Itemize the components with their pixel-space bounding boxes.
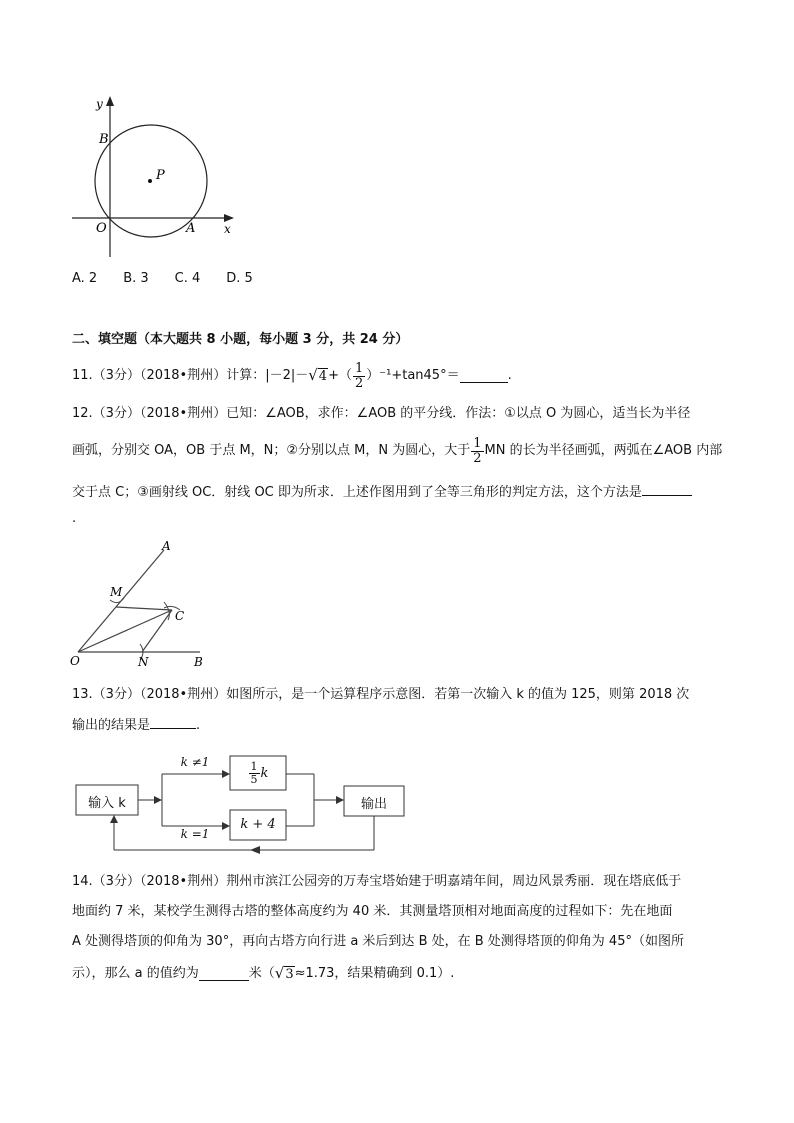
circle-axes-figure (60, 92, 250, 262)
q14-line4-c: ≈1.73，结果精确到 0.1）. (294, 966, 455, 981)
cond-bottom: k =1 (180, 827, 210, 841)
top-box-den: 5 (250, 772, 258, 786)
q14-line4-b: 米（ (248, 966, 275, 981)
q13-line1: 13.（3分）（2018•荆州）如图所示，是一个运算程序示意图．若第一次输入 k 的值为 125，则第 2018 次 (72, 687, 690, 702)
input-label: 输入 k (88, 796, 126, 811)
q14-line4 (72, 963, 454, 985)
q14-radicand: 3 (285, 967, 294, 982)
q13-end: . (196, 718, 201, 733)
q13-line2 (72, 716, 200, 735)
q11-fraction (353, 362, 365, 391)
q11-sqrt: √4 (308, 366, 328, 384)
q11-end: . (507, 368, 512, 383)
q12-line2-a: 画弧，分别交 OA，OB 于点 M，N；②分别以点 M，N 为圆心，大于 (72, 443, 471, 458)
ray-oc (78, 610, 172, 652)
q12-fraction (471, 437, 483, 466)
label-y: y (96, 97, 103, 111)
label-p: P (156, 168, 165, 183)
q14-line3: A 处测得塔顶的仰角为 30°，再向古塔方向行进 a 米后到达 B 处，在 B 处测得塔顶的仰角为 45°（如图所 (72, 934, 684, 949)
q12-frac-den: 2 (473, 450, 482, 466)
label-m: M (110, 585, 123, 599)
q14-line4-a: 示），那么 a 的值约为 (72, 966, 199, 981)
q13-answer-blank[interactable] (150, 716, 196, 729)
top-box-fraction (249, 761, 260, 786)
top-box-var: k (260, 765, 269, 781)
label-b: B (99, 132, 109, 147)
q14-line1: 14.（3分）（2018•荆州）荆州市滨江公园旁的万寿宝塔始建于明嘉靖年间，周边风景秀丽．现在塔底低于 (72, 874, 682, 889)
label-a: A (186, 221, 196, 236)
q10-options: A. 2 B. 3 C. 4 D. 5 (72, 271, 253, 286)
label-c: C (175, 609, 185, 623)
q12-line3 (72, 483, 692, 502)
q12-frac-num: 1 (473, 435, 482, 451)
output-label: 输出 (360, 797, 387, 812)
q11-frac-num: 1 (354, 360, 364, 376)
q11 (72, 360, 512, 391)
top-box-num: 1 (250, 759, 258, 773)
q12-line4: . (72, 511, 77, 526)
x-axis-arrow (224, 214, 234, 222)
cond-top: k ≠1 (180, 755, 210, 769)
y-axis-arrow (106, 96, 114, 106)
q12-answer-blank[interactable] (642, 483, 692, 496)
q14-line2: 地面约 7 米，某校学生测得古塔的整体高度约为 40 米．其测量塔顶相对地面高度的过程如下：先在地面 (72, 904, 673, 919)
q14-answer-blank[interactable] (199, 968, 249, 981)
q12-line2-b: MN 的长为半径画弧，两弧在∠AOB 内部 (484, 443, 723, 458)
q11-suffix: ）⁻¹+tan45°＝ (366, 368, 460, 383)
bottom-box-expr: k + 4 (240, 817, 276, 832)
label-a: A (162, 539, 171, 553)
label-o: O (70, 654, 80, 668)
q11-answer-blank[interactable] (460, 370, 508, 383)
q11-prefix: 11.（3分）（2018•荆州）计算：|－2|－ (72, 368, 309, 383)
section2-heading: 二、填空题（本大题共 8 小题，每小题 3 分，共 24 分） (72, 332, 409, 347)
label-x: x (224, 222, 231, 236)
q11-radicand: 4 (318, 369, 328, 384)
label-o: O (96, 221, 107, 236)
top-box-expr (230, 756, 286, 790)
segment-mc (116, 607, 172, 610)
flowchart (70, 752, 410, 862)
q12-line3-text: 交于点 C；③画射线 OC．射线 OC 即为所求．上述作图用到了全等三角形的判定方法，这个方法是 (72, 485, 642, 500)
q14-sqrt: √3 (274, 964, 294, 982)
q12-line2 (72, 435, 722, 467)
label-b: B (194, 655, 203, 669)
label-n: N (138, 655, 149, 669)
q11-plus: +（ (328, 368, 352, 383)
q13-line2-text: 输出的结果是 (72, 718, 151, 733)
q12-line1: 12.（3分）（2018•荆州）已知：∠AOB，求作：∠AOB 的平分线．作法：①以点 O 为圆心，适当长为半径 (72, 406, 691, 421)
angle-bisector-figure (66, 538, 216, 672)
q11-frac-den: 2 (354, 375, 364, 391)
point-p (148, 179, 152, 183)
